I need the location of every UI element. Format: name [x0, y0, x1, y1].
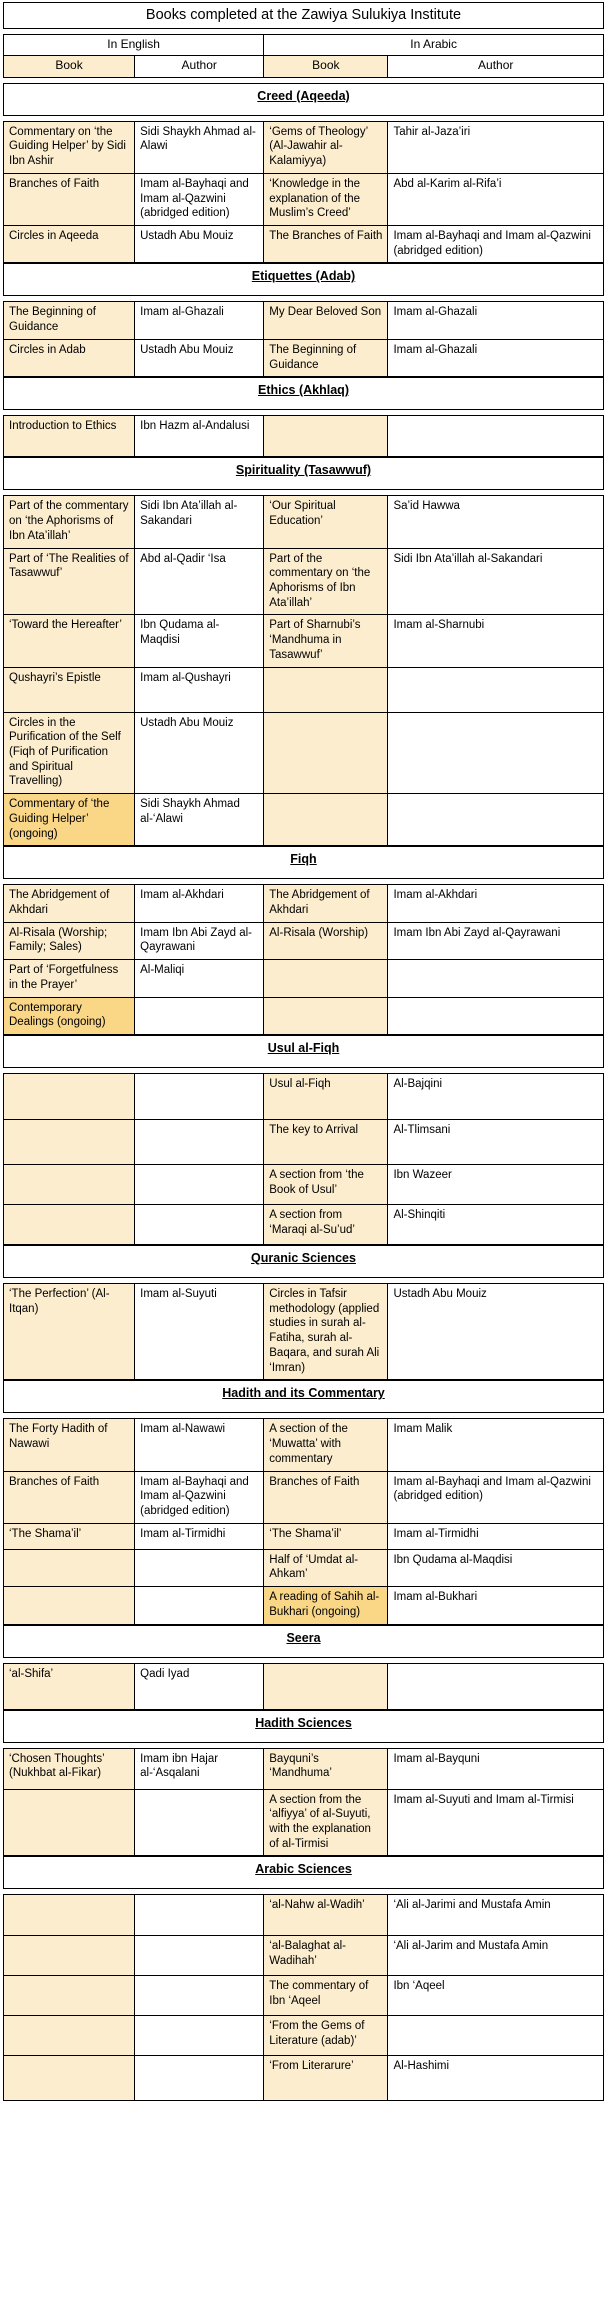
author-cell	[387, 997, 603, 1034]
section-heading	[3, 1856, 604, 1889]
section-heading-label: Hadith and its Commentary	[222, 1386, 385, 1401]
section-heading	[3, 1245, 604, 1278]
book-cell	[4, 1204, 134, 1244]
author-cell: Ibn Qudama al-Maqdisi	[134, 614, 263, 666]
section-heading-label: Arabic Sciences	[255, 1862, 352, 1877]
book-cell: ‘Gems of Theology’ (Al-Jawahir al-Kalamiyya)	[263, 122, 387, 173]
book-cell: Al-Risala (Worship; Family; Sales)	[4, 922, 134, 959]
author-cell	[134, 1935, 263, 1975]
section-heading-label: Etiquettes (Adab)	[251, 269, 356, 284]
author-cell: Al-Maliqi	[134, 959, 263, 996]
book-cell: The Beginning of Guidance	[4, 302, 134, 338]
book-cell: A reading of Sahih al-Bukhari (ongoing)	[263, 1586, 387, 1623]
author-cell: Tahir al-Jaza’iri	[387, 122, 603, 173]
book-cell: ‘al-Nahw al-Wadih’	[263, 1895, 387, 1935]
book-cell: Bayquni’s ‘Mandhuma’	[263, 1749, 387, 1789]
book-cell: ‘The Shama’il’	[263, 1523, 387, 1549]
section-heading-label: Seera	[286, 1630, 321, 1645]
section-table	[3, 1894, 604, 2101]
book-cell	[4, 1074, 134, 1119]
section-table	[3, 415, 604, 457]
book-cell: Circles in Aqeeda	[4, 225, 134, 262]
author-cell: Ustadh Abu Mouiz	[387, 1284, 603, 1379]
book-cell: ‘The Perfection’ (Al-Itqan)	[4, 1284, 134, 1379]
author-cell: Imam Ibn Abi Zayd al-Qayrawani	[134, 922, 263, 959]
author-cell: Imam al-Suyuti	[134, 1284, 263, 1379]
section-table	[3, 1073, 604, 1245]
section-heading	[3, 1035, 604, 1068]
author-cell: Imam al-Bayhaqi and Imam al-Qazwini (abridged edition)	[387, 225, 603, 262]
author-cell: Sidi Ibn Ata’illah al-Sakandari	[387, 548, 603, 615]
author-cell	[387, 712, 603, 794]
author-cell: Ibn ‘Aqeel	[387, 1975, 603, 2015]
book-cell: A section of the ‘Muwatta’ with commentary	[263, 1419, 387, 1470]
book-cell	[4, 1789, 134, 1856]
book-cell: ‘Our Spiritual Education’	[263, 496, 387, 547]
book-cell	[4, 1586, 134, 1623]
section-heading-label: Usul al-Fiqh	[267, 1041, 340, 1056]
author-cell: Imam al-Ghazali	[387, 302, 603, 338]
author-cell: Imam al-Sharnubi	[387, 614, 603, 666]
section-table	[3, 301, 604, 377]
book-cell	[4, 2015, 134, 2055]
column-header-book-english: Book	[4, 55, 134, 76]
header-table	[3, 34, 604, 78]
section-table	[3, 1663, 604, 1710]
author-cell: Imam al-Ghazali	[134, 302, 263, 338]
author-cell: Abd al-Qadir ‘Isa	[134, 548, 263, 615]
book-cell: A section from the ‘alfiyya’ of al-Suyuti, with the explanation of al-Tirmisi	[263, 1789, 387, 1856]
section-table	[3, 1748, 604, 1857]
column-header-author-english: Author	[134, 55, 263, 76]
section-heading-label: Creed (Aqeeda)	[257, 88, 350, 103]
author-cell: ‘Ali al-Jarimi and Mustafa Amin	[387, 1895, 603, 1935]
book-cell: Commentary of ‘the Guiding Helper’ (ongoing)	[4, 793, 134, 845]
author-cell: ‘Ali al-Jarim and Mustafa Amin	[387, 1935, 603, 1975]
book-cell: The Forty Hadith of Nawawi	[4, 1419, 134, 1470]
book-cell: Introduction to Ethics	[4, 416, 134, 456]
book-cell: The Abridgement of Akhdari	[263, 885, 387, 921]
author-cell: Imam ibn Hajar al-‘Asqalani	[134, 1749, 263, 1789]
book-cell	[263, 712, 387, 794]
author-cell: Imam al-Qushayri	[134, 667, 263, 712]
author-cell: Imam al-Bayhaqi and Imam al-Qazwini (abridged edition)	[134, 173, 263, 225]
section-heading	[3, 1710, 604, 1743]
book-cell: ‘al-Balaghat al-Wadihah’	[263, 1935, 387, 1975]
book-cell	[263, 959, 387, 996]
book-cell: ‘Chosen Thoughts’ (Nukhbat al-Fikar)	[4, 1749, 134, 1789]
author-cell: Sa’id Hawwa	[387, 496, 603, 547]
book-cell: The key to Arrival	[263, 1119, 387, 1164]
author-cell: Ibn Hazm al-Andalusi	[134, 416, 263, 456]
section-heading	[3, 846, 604, 879]
book-cell	[4, 1895, 134, 1935]
author-cell	[387, 959, 603, 996]
book-cell: ‘al-Shifa’	[4, 1664, 134, 1709]
author-cell	[387, 416, 603, 456]
author-cell: Ibn Qudama al-Maqdisi	[387, 1549, 603, 1586]
author-cell: Imam al-Nawawi	[134, 1419, 263, 1470]
author-cell	[134, 1549, 263, 1586]
group-header-english: In English	[4, 35, 263, 55]
author-cell: Al-Hashimi	[387, 2055, 603, 2100]
book-cell: The Beginning of Guidance	[263, 339, 387, 376]
book-cell: My Dear Beloved Son	[263, 302, 387, 338]
book-cell: Circles in Tafsir methodology (applied studies in surah al-Fatiha, surah al-Baqara, and surah Ali ‘Imran)	[263, 1284, 387, 1379]
author-cell: Al-Shinqiti	[387, 1204, 603, 1244]
book-cell	[263, 997, 387, 1034]
book-cell: ‘From the Gems of Literature (adab)’	[263, 2015, 387, 2055]
book-cell: ‘Toward the Hereafter’	[4, 614, 134, 666]
section-heading-label: Ethics (Akhlaq)	[258, 383, 349, 398]
book-cell: Part of ‘The Realities of Tasawwuf’	[4, 548, 134, 615]
book-cell	[4, 1935, 134, 1975]
author-cell: Imam al-Bukhari	[387, 1586, 603, 1623]
book-cell: Contemporary Dealings (ongoing)	[4, 997, 134, 1034]
book-cell	[263, 416, 387, 456]
section-heading	[3, 457, 604, 490]
author-cell	[134, 1895, 263, 1935]
author-cell	[134, 1586, 263, 1623]
author-cell: Imam Ibn Abi Zayd al-Qayrawani	[387, 922, 603, 959]
book-cell: Part of Sharnubi’s ‘Mandhuma in Tasawwuf’	[263, 614, 387, 666]
book-cell	[263, 1664, 387, 1709]
author-cell: Qadi Iyad	[134, 1664, 263, 1709]
column-header-book-arabic: Book	[263, 55, 387, 76]
author-cell: Imam al-Tirmidhi	[134, 1523, 263, 1549]
author-cell: Ustadh Abu Mouiz	[134, 712, 263, 794]
section-table	[3, 121, 604, 264]
author-cell: Imam Malik	[387, 1419, 603, 1470]
section-heading	[3, 263, 604, 296]
author-cell	[387, 793, 603, 845]
book-cell: Branches of Faith	[263, 1471, 387, 1523]
author-cell	[134, 1204, 263, 1244]
author-cell	[134, 2015, 263, 2055]
author-cell	[134, 1789, 263, 1856]
author-cell: Imam al-Suyuti and Imam al-Tirmisi	[387, 1789, 603, 1856]
author-cell	[387, 667, 603, 712]
author-cell: Ustadh Abu Mouiz	[134, 339, 263, 376]
book-cell: The Abridgement of Akhdari	[4, 885, 134, 921]
section-heading	[3, 1380, 604, 1413]
book-cell	[4, 2055, 134, 2100]
book-cell: Circles in Adab	[4, 339, 134, 376]
author-cell: Sidi Shaykh Ahmad al-Alawi	[134, 122, 263, 173]
author-cell: Ustadh Abu Mouiz	[134, 225, 263, 262]
author-cell	[134, 1119, 263, 1164]
author-cell: Imam al-Bayhaqi and Imam al-Qazwini (abridged edition)	[387, 1471, 603, 1523]
section-heading	[3, 83, 604, 116]
section-heading	[3, 1625, 604, 1658]
author-cell: Ibn Wazeer	[387, 1164, 603, 1204]
book-cell	[4, 1975, 134, 2015]
section-table	[3, 884, 604, 1035]
author-cell: Imam al-Ghazali	[387, 339, 603, 376]
section-heading-label: Quranic Sciences	[251, 1251, 356, 1266]
author-cell: Imam al-Akhdari	[387, 885, 603, 921]
author-cell	[387, 2015, 603, 2055]
author-cell: Abd al-Karim al-Rifa’i	[387, 173, 603, 225]
author-cell: Imam al-Tirmidhi	[387, 1523, 603, 1549]
book-cell: Branches of Faith	[4, 173, 134, 225]
author-cell	[387, 1664, 603, 1709]
author-cell: Sidi Shaykh Ahmad al-‘Alawi	[134, 793, 263, 845]
author-cell	[134, 1975, 263, 2015]
book-cell: A section from ‘Maraqi al-Su’ud’	[263, 1204, 387, 1244]
group-header-arabic: In Arabic	[263, 35, 603, 55]
author-cell	[134, 997, 263, 1034]
book-cell	[4, 1549, 134, 1586]
sections-container	[3, 83, 604, 2102]
book-cell: A section from ‘the Book of Usul’	[263, 1164, 387, 1204]
document-page	[3, 2, 604, 2101]
book-cell	[263, 793, 387, 845]
book-cell	[4, 1164, 134, 1204]
book-cell: ‘Knowledge in the explanation of the Muslim’s Creed’	[263, 173, 387, 225]
column-header-author-arabic: Author	[387, 55, 603, 76]
book-cell: Branches of Faith	[4, 1471, 134, 1523]
section-table	[3, 495, 604, 846]
author-cell: Al-Bajqini	[387, 1074, 603, 1119]
book-cell: Half of ‘Umdat al-Ahkam’	[263, 1549, 387, 1586]
book-cell: Commentary on ‘the Guiding Helper’ by Sidi Ibn Ashir	[4, 122, 134, 173]
book-cell: Circles in the Purification of the Self (Fiqh of Purification and Spiritual Travelling)	[4, 712, 134, 794]
table-title: Books completed at the Zawiya Sulukiya Institute	[3, 2, 604, 29]
section-table	[3, 1283, 604, 1380]
book-cell: ‘From Literarure’	[263, 2055, 387, 2100]
author-cell: Al-Tlimsani	[387, 1119, 603, 1164]
author-cell	[134, 1164, 263, 1204]
section-heading-label: Fiqh	[290, 852, 317, 867]
book-cell: Qushayri’s Epistle	[4, 667, 134, 712]
book-cell: Part of ‘Forgetfulness in the Prayer’	[4, 959, 134, 996]
book-cell: Al-Risala (Worship)	[263, 922, 387, 959]
section-heading	[3, 377, 604, 410]
section-table	[3, 1418, 604, 1624]
book-cell: ‘The Shama’il’	[4, 1523, 134, 1549]
author-cell: Imam al-Bayquni	[387, 1749, 603, 1789]
book-cell	[263, 667, 387, 712]
author-cell	[134, 2055, 263, 2100]
author-cell	[134, 1074, 263, 1119]
book-cell	[4, 1119, 134, 1164]
author-cell: Imam al-Akhdari	[134, 885, 263, 921]
book-cell: The commentary of Ibn ‘Aqeel	[263, 1975, 387, 2015]
section-heading-label: Hadith Sciences	[255, 1715, 352, 1730]
book-cell: Part of the commentary on ‘the Aphorisms of Ibn Ata’illah’	[4, 496, 134, 547]
book-cell: Part of the commentary on ‘the Aphorisms of Ibn Ata’illah’	[263, 548, 387, 615]
author-cell: Imam al-Bayhaqi and Imam al-Qazwini (abridged edition)	[134, 1471, 263, 1523]
section-heading-label: Spirituality (Tasawwuf)	[235, 463, 372, 478]
book-cell: The Branches of Faith	[263, 225, 387, 262]
author-cell: Sidi Ibn Ata’illah al-Sakandari	[134, 496, 263, 547]
book-cell: Usul al-Fiqh	[263, 1074, 387, 1119]
